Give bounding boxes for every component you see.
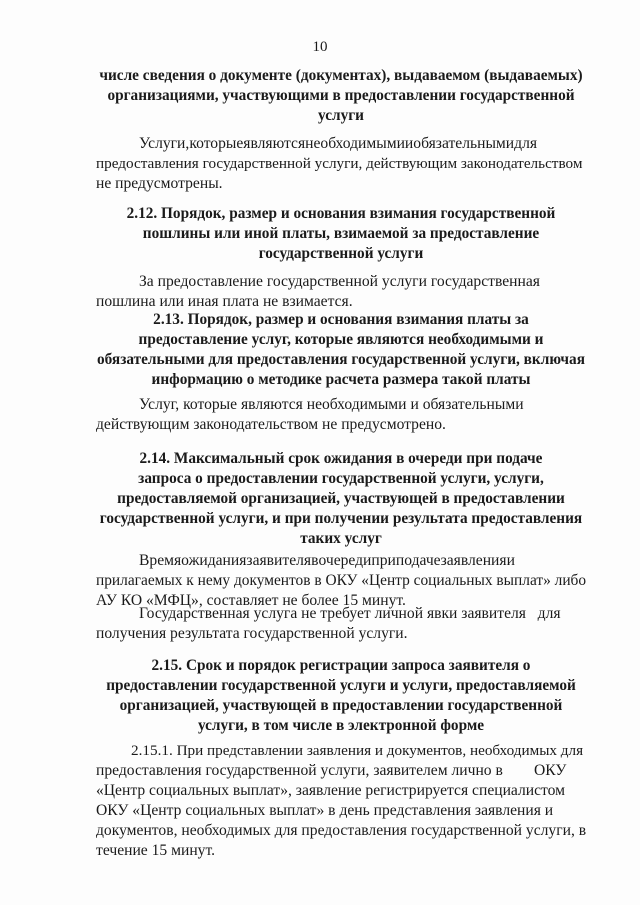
paragraph-line: предоставления государственной услуги, действующим законодательством (96, 155, 583, 172)
word: очереди (318, 552, 372, 569)
heading-line: обязательными для предоставления государственной услуги, включая (97, 351, 585, 368)
heading-line: пошлины или иной платы, взимаемой за предоставление (142, 225, 540, 242)
paragraph-2-12 (96, 272, 586, 312)
word: услуги (381, 273, 427, 290)
word: в (311, 552, 319, 569)
page-number: 10 (312, 39, 328, 55)
paragraph-2-15-1 (96, 741, 586, 861)
section-heading-continued (96, 66, 586, 126)
heading-line: 2.14. Максимальный срок ожидания в очереди при подаче (139, 450, 543, 467)
paragraph-line: «Центр социальных выплат», заявление регистрируется специалистом (96, 782, 566, 799)
paragraph-services (96, 134, 586, 194)
word: являются (241, 396, 303, 413)
heading-line: организациями, участвующими в предоставлении государственной (107, 87, 575, 104)
paragraph-line-first: Государственная услуга не требует личной явки заявителя для (139, 605, 561, 622)
paragraph-2-14-wait-time (96, 551, 586, 611)
word: и (404, 135, 414, 152)
heading-line: предоставление услуг, которые являются необходимыми и (138, 331, 544, 348)
word: необходимыми (305, 135, 405, 152)
word: обязательными (413, 135, 515, 152)
paragraph-line: действующим законодательством не предусмотрено. (96, 416, 446, 433)
paragraph-line-first: 2.15.1. При представлении заявления и документов, необходимых для (131, 742, 584, 759)
paragraph-line-first (96, 395, 586, 415)
word: подаче (395, 552, 441, 569)
paragraph-2-14-no-visit (96, 604, 586, 644)
paragraph-2-13 (96, 395, 586, 435)
heading-line: запроса о предоставлении государственной услуги, услуги, (138, 470, 544, 487)
section-heading-2-14 (96, 449, 586, 549)
word: при (371, 552, 396, 569)
word: которые (183, 396, 238, 413)
word: Услуг, (139, 396, 180, 413)
paragraph-line: АУ КО «МФЦ», составляет не более 15 минут. (96, 592, 406, 609)
heading-line: 2.13. Порядок, размер и основания взимания платы за (153, 311, 529, 328)
word: государственной (266, 273, 378, 290)
heading-line: числе сведения о документе (документах), выдаваемом (выдаваемых) (99, 67, 583, 84)
heading-line: организацией, участвующей в предоставлении государственной (119, 697, 563, 714)
word: необходимыми (306, 396, 407, 413)
paragraph-line: документов, необходимых для предоставления государственной услуги, в (96, 822, 587, 839)
paragraph-line: получения результата государственной услуги. (96, 625, 408, 642)
paragraph-line: течение 15 минут. (96, 842, 216, 859)
paragraph-line-first (96, 134, 586, 154)
word: которые (189, 135, 244, 152)
word: для (514, 135, 538, 152)
word: предоставление (157, 273, 263, 290)
word: За (139, 273, 154, 290)
word: являются (243, 135, 306, 152)
heading-line: услуги (318, 107, 364, 124)
heading-line: таких услуг (300, 530, 382, 547)
word: государственная (430, 273, 540, 290)
word: ожидания (181, 552, 247, 569)
paragraph-line-first (96, 272, 586, 292)
word: и (506, 552, 515, 569)
heading-line: государственной услуги, и при получении результата предоставления (99, 510, 583, 527)
paragraph-line-first (96, 551, 586, 571)
word: Время (139, 552, 182, 569)
heading-line: предоставляемой организацией, участвующей в предоставлении (117, 490, 565, 507)
word: заявителя (246, 552, 312, 569)
word: обязательными (422, 396, 524, 413)
paragraph-line: ОКУ «Центр социальных выплат» в день представления заявления и (96, 802, 554, 819)
heading-line: 2.15. Срок и порядок регистрации запроса заявителя о (151, 657, 531, 674)
paragraph-line: пошлина или иная плата не взимается. (96, 293, 353, 310)
word: Услуги, (139, 135, 190, 152)
heading-line: услуги, в том числе в электронной форме (197, 717, 485, 734)
section-heading-2-13 (96, 310, 586, 390)
section-heading-2-12 (96, 204, 586, 264)
paragraph-line: предоставления государственной услуги, заявителем лично в ОКУ (96, 762, 567, 779)
heading-line: государственной услуги (258, 245, 424, 262)
paragraph-line: прилагаемых к нему документов в ОКУ «Центр социальных выплат» либо (96, 572, 587, 589)
word: и (410, 396, 419, 413)
heading-line: информацию о методике расчета размера такой платы (151, 371, 531, 388)
word: заявления (440, 552, 507, 569)
paragraph-line: не предусмотрены. (96, 175, 223, 192)
section-heading-2-15 (96, 656, 586, 736)
heading-line: 2.12. Порядок, размер и основания взимания государственной (126, 205, 556, 222)
heading-line: предоставлении государственной услуги и услуги, предоставляемой (106, 677, 576, 694)
